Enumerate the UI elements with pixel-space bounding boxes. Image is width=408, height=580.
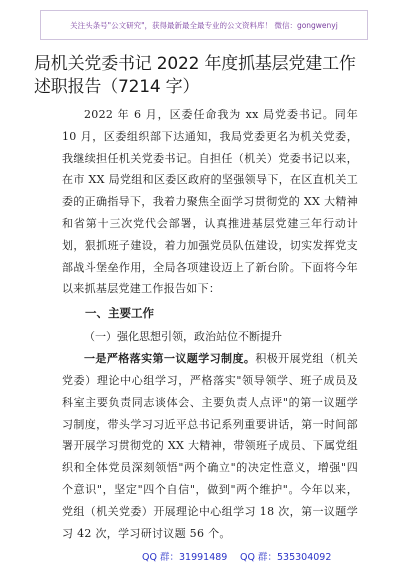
item-body-text: 积极开展党组（机关党委）理论中心组学习，严格落实"领导领学、班子成员及科室主要负责同志谈体会、主要负责人点评"的第一议题学习制度，带头学习习近平总书记系列重要讲话，第一时间部署开展学习贯彻党的 XX 大精神，带领班子成员、下属党组织和全体党员深刻领悟"两个确立"的决定性意义，增强"四个意识"，坚定"四个自信"，做到"两个维护"。今年以来，党组（机关党委）开展理论中心组学习 18 次，第一议题学习 42 次，学习研讨议题 56 个。 xyxy=(62,352,359,540)
document-title xyxy=(34,53,380,98)
document-body xyxy=(62,104,358,544)
subsection-heading: （一）强化思想引领，政治站位不断提升 xyxy=(84,330,282,344)
section-heading: 一、主要工作 xyxy=(85,306,154,321)
qq-group-2: QQ 群：535304092 xyxy=(240,552,332,563)
item-paragraph xyxy=(62,348,358,544)
intro-paragraph: 2022 年 6 月，区委任命我为 xx 局党委书记。同年 10 月，区委组织部下达通知，我局党委更名为机关党委，我继续担任机关党委书记。自担任（机关）党委书记以来，在市 XX 局党组和区委区政府的坚强领导下，在区直机关工委的正确指导下，我着力聚焦全面学习贯彻党的 XX 大精神和省第十三次党代会部署，认真推进基层党建三年行动计划，狠抓班子建设，着力加强党员队伍建设，切实发挥党支部战斗堡垒作用，全局各项建设迈上了新台阶。下面将今年以来抓基层党建工作报告如下： xyxy=(62,108,358,296)
item-lead-text: 一是严格落实第一议题学习制度。 xyxy=(84,352,256,366)
title-line-2: 述职报告（7214 字） xyxy=(34,76,200,97)
title-line-1: 局机关党委书记 2022 年度抓基层党建工作 xyxy=(34,54,356,74)
header-banner: 关注头条号"公文研究"，获得最新最全最专业的公文资料库！ 微信：gongwenyj xyxy=(40,10,368,40)
qq-group-1: QQ 群：31991489 xyxy=(142,552,228,563)
